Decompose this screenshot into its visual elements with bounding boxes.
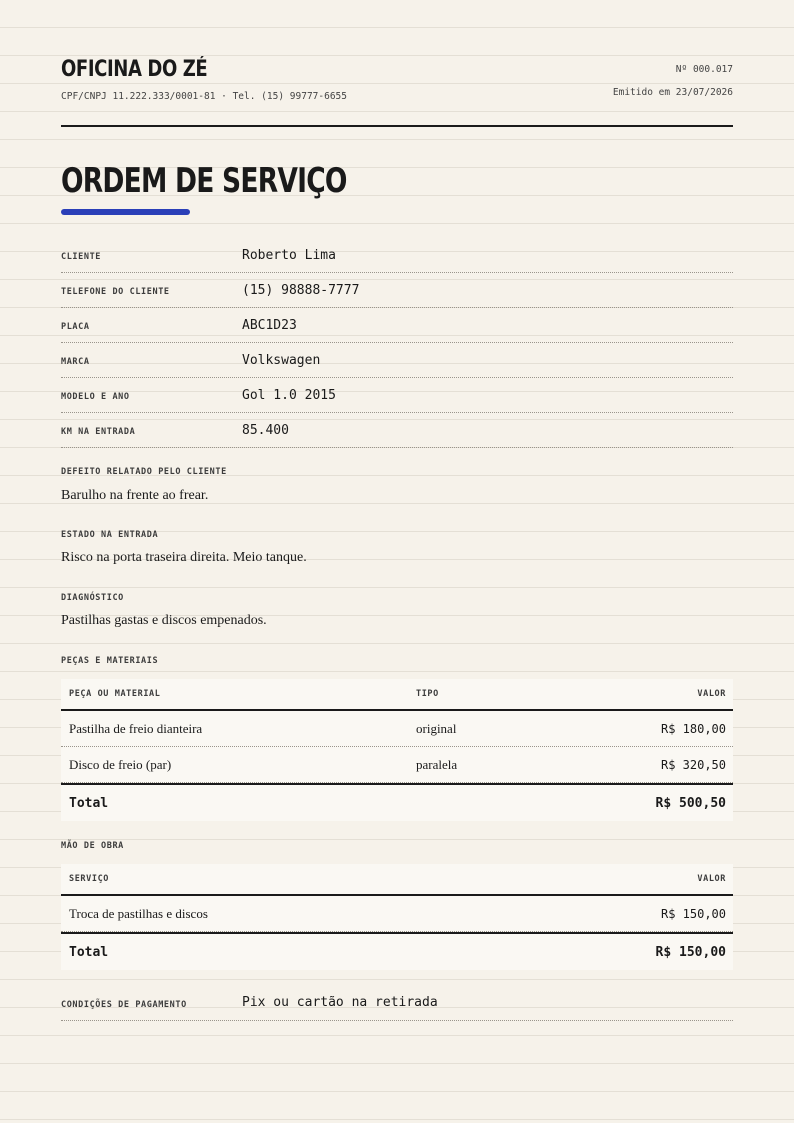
entry-state-text: Risco na porta traseira direita. Meio tanque. <box>61 550 307 565</box>
col-header-value: VALOR <box>697 689 726 699</box>
field-row-cliente <box>61 238 733 273</box>
labor-table-header <box>61 864 733 896</box>
entry-state-label: ESTADO NA ENTRADA <box>61 530 159 540</box>
field-label: MODELO E ANO <box>61 392 130 402</box>
field-row-marca <box>61 343 733 378</box>
table-row <box>61 711 733 747</box>
field-label: TELEFONE DO CLIENTE <box>61 287 170 297</box>
diagnosis-text: Pastilhas gastas e discos empenados. <box>61 613 267 628</box>
field-label: PLACA <box>61 322 90 332</box>
service-name: Troca de pastilhas e discos <box>69 905 208 921</box>
field-row-placa <box>61 308 733 343</box>
col-header-type: TIPO <box>416 689 439 699</box>
field-label: CLIENTE <box>61 252 102 262</box>
diagnosis-label: DIAGNÓSTICO <box>61 593 124 603</box>
page-title: ORDEM DE SERVIÇO <box>61 161 347 201</box>
part-type: original <box>416 720 457 736</box>
part-value: R$ 180,00 <box>660 721 726 736</box>
service-order-document <box>61 0 733 1010</box>
labor-total-row <box>61 932 733 970</box>
parts-label: PEÇAS E MATERIAIS <box>61 656 159 666</box>
payment-value: Pix ou cartão na retirada <box>242 995 438 1010</box>
vehicle-fields <box>61 238 733 448</box>
part-type: paralela <box>416 756 458 772</box>
labor-total-label: Total <box>69 944 109 960</box>
field-row-telefone <box>61 273 733 308</box>
col-header-part: PEÇA OU MATERIAL <box>69 689 161 699</box>
field-value: Gol 1.0 2015 <box>242 387 336 403</box>
field-label: KM NA ENTRADA <box>61 427 136 437</box>
labor-label: MÃO DE OBRA <box>61 841 124 851</box>
part-name: Disco de freio (par) <box>69 756 172 772</box>
field-row-modelo <box>61 378 733 413</box>
parts-total-row <box>61 783 733 821</box>
shop-contact: CPF/CNPJ 11.222.333/0001-81 · Tel. (15) 99777-6655 <box>61 91 347 102</box>
table-row <box>61 896 733 932</box>
shop-name: OFICINA DO ZÉ <box>61 57 208 82</box>
part-value: R$ 320,50 <box>660 757 726 772</box>
title-underline <box>61 209 190 215</box>
field-value: Roberto Lima <box>242 247 336 263</box>
field-value: (15) 98888-7777 <box>242 282 360 298</box>
field-label: MARCA <box>61 357 90 367</box>
defect-text: Barulho na frente ao frear. <box>61 488 209 503</box>
document-number: Nº 000.017 <box>675 64 733 75</box>
field-value: ABC1D23 <box>242 317 297 333</box>
col-header-value: VALOR <box>697 874 726 884</box>
part-name: Pastilha de freio dianteira <box>69 720 203 736</box>
col-header-service: SERVIÇO <box>69 874 110 884</box>
labor-table <box>61 864 733 970</box>
document-header <box>61 0 733 127</box>
service-value: R$ 150,00 <box>660 906 726 921</box>
defect-label: DEFEITO RELATADO PELO CLIENTE <box>61 467 227 477</box>
payment-row <box>61 985 733 1021</box>
table-row <box>61 747 733 783</box>
labor-total-value: R$ 150,00 <box>655 944 726 960</box>
field-value: 85.400 <box>242 422 289 438</box>
parts-table-header <box>61 679 733 711</box>
parts-total-label: Total <box>69 795 109 811</box>
payment-label: CONDIÇÕES DE PAGAMENTO <box>61 999 187 1010</box>
field-row-km <box>61 413 733 448</box>
issue-date: Emitido em 23/07/2026 <box>612 87 733 98</box>
parts-table <box>61 679 733 821</box>
parts-total-value: R$ 500,50 <box>655 795 726 811</box>
field-value: Volkswagen <box>242 352 321 368</box>
